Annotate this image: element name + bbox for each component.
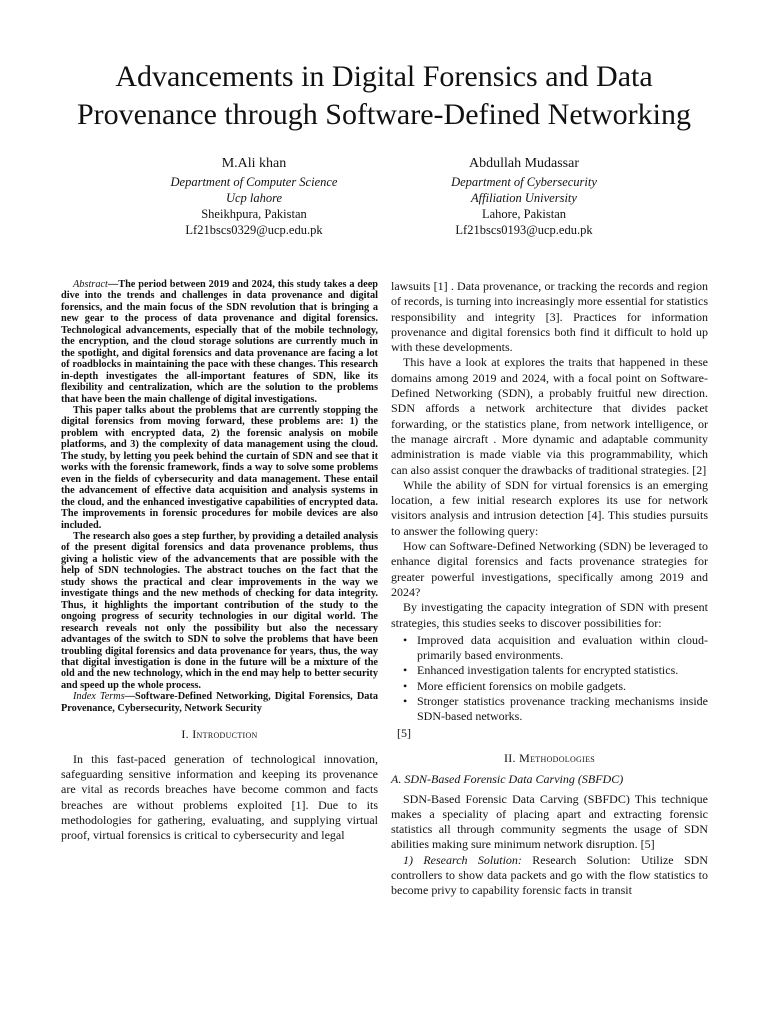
author-department: Department of Cybersecurity xyxy=(451,175,597,189)
body-paragraph: This have a look at explores the traits that happened in these domains among 2019 and 2024, with a focal point on Software-Defined Networking (SDN), a probably fruitful new direction. SDN affords a network architecture that divides packet forwarding, or the statistics plane, from network intelligence, or the manage aircraft . More dynamic and adaptable community administration is made viable via this programmability, which can also assist conquer the drawbacks of traditional strategies. [2] xyxy=(391,355,708,477)
author-organization: Affiliation University xyxy=(471,191,577,205)
paper-title xyxy=(40,58,728,134)
abstract-text-1: —The period between 2019 and 2024, this study takes a deep dive into the trends and challenges in data provenance and digital forensics, and the main focus of the SDN revolution that is bringing a new gear to the process of data provenance and digital forensics. Technological advancements, especially that of the mobile technology, the encryption, and the cloud storage solutions are currently much in the spotlight, and digital forensics and data provenance are facing a lot of roadblocks in maintaining the pace with these changes. This research in-depth investigates the all-important features of SDN, like its flexibility and centralization, which are the solution to the problems that have been the main challenge of digital investigations. xyxy=(61,279,378,405)
subsection-heading: A. SDN-Based Forensic Data Carving (SBFDC) xyxy=(391,772,624,787)
list-item: • Improved data acquisition and evaluation within cloud-primarily based environments. xyxy=(417,633,708,664)
bullet-list xyxy=(391,633,708,725)
title-line-2: Provenance through Software-Defined Networking xyxy=(77,98,691,131)
list-item: • More efficient forensics on mobile gadgets. xyxy=(417,679,708,694)
index-terms-text: —Software-Defined Networking, Digital Forensics, Data Provenance, Cybersecurity, Network Security xyxy=(61,691,378,714)
research-solution-paragraph xyxy=(391,853,708,899)
index-terms xyxy=(61,691,378,714)
section-heading-methodologies: II. Methodologies xyxy=(503,750,596,765)
research-solution-text: Research Solution: Utilize SDN controllers to show data packets and go with the flow statistics to become privy to capability forensic facts in transit xyxy=(391,852,708,898)
author-department: Department of Computer Science xyxy=(170,175,338,189)
author-email: Lf21bscs0193@ucp.edu.pk xyxy=(455,223,593,237)
section-heading-introduction: I. Introduction xyxy=(181,727,258,742)
author-name: Abdullah Mudassar xyxy=(468,156,580,171)
left-column xyxy=(61,279,378,843)
body-paragraph: By investigating the capacity integration of SDN with present strategies, this studies seeks to discover possibilities for: xyxy=(391,600,708,630)
abstract-paragraph-2: This paper talks about the problems that are currently stopping the digital forensics from moving forward, these problems are: 1) the problem with encrypted data, 2) the forensic analysis on mobile platforms, and 3) the complexity of data management using the cloud. The study, by letting you peek behind the curtain of SDN and see that it works with the forensic framework, finds a way to solve some problems even in the fields of cybersecurity and data management. These entail the advancement of effective data acquisition and analysis systems in the cloud, and the enhanced investigative capabilities of encrypted data. The improvements in forensic procedures for mobile devices are also included. xyxy=(61,404,378,531)
subsubsection-label: 1) Research Solution: xyxy=(403,852,522,867)
right-column xyxy=(391,279,708,899)
author-name: M.Ali khan xyxy=(221,156,287,171)
body-paragraph: SDN-Based Forensic Data Carving (SBFDC) This technique makes a speciality of placing apart and extracting forensic statistics all through community segments the usage of SDN abilities making sure minimum network disruption. [5] xyxy=(391,791,708,852)
abstract-label: Abstract xyxy=(73,279,108,290)
research-question: How can Software-Defined Networking (SDN) be leveraged to enhance digital forensics and facts provenance strategies for greater powerful investigations, specifically among 2019 and 2024? xyxy=(391,539,708,599)
title-line-1: Advancements in Digital Forensics and Data xyxy=(115,60,653,93)
author-block-1 xyxy=(104,154,404,238)
introduction-body xyxy=(61,752,378,844)
author-email: Lf21bscs0329@ucp.edu.pk xyxy=(185,223,323,237)
abstract-paragraph-1 xyxy=(61,279,378,405)
citation-reference: [5] xyxy=(397,725,411,740)
author-location: Sheikhpura, Pakistan xyxy=(201,207,307,221)
list-item: • Enhanced investigation talents for encrypted statistics. xyxy=(417,663,708,678)
body-paragraph: While the ability of SDN for virtual forensics is an emerging location, a few initial research explores its use for network visitors analysis and intrusion detection [4]. This studies pursuits to answer the following query: xyxy=(391,477,708,538)
introduction-paragraph-1: In this fast-paced generation of technological innovation, safeguarding sensitive information and keeping its provenance are vital as records breaches have become common and facts breaches are without problems exploited [1]. Due to its methodologies for gathering, evaluating, and supplying virtual proof, virtual forensics is critical to cybersecurity and legal xyxy=(61,751,378,843)
body-paragraph-continued: lawsuits [1] . Data provenance, or tracking the records and region of records, is turning into increasingly more essential for statistics responsibility and integrity [3]. Practices for information provenance and digital forensics both find it difficult to hold up with these developments. xyxy=(391,279,708,355)
list-item: • Stronger statistics provenance tracking mechanisms inside SDN-based networks. xyxy=(417,694,708,725)
author-location: Lahore, Pakistan xyxy=(481,207,566,221)
author-block-2 xyxy=(374,154,674,238)
abstract-paragraph-3: The research also goes a step further, by providing a detailed analysis of the present digital forensics and data provenance problems, thus giving a holistic view of the advancements that are possible with the help of SDN technologies. The abstract touches on the fact that the study shows the practical and clear improvements in the way we investigate things and the new methods of checking for data integrity. Thus, it highlights the important contribution of the study to the ongoing progress of security technologies in our digital world. The research reveals not only the possibility but also the necessary advantages of the switch to SDN to solve the problems that have been troubling digital forensics and data provenance for years, thus, the way that digital investigation is done in the future will be a mixture of the old and the new technology, which in the end may help to better security and speed up the whole process. xyxy=(61,530,378,691)
abstract xyxy=(61,279,378,714)
index-terms-label: Index Terms xyxy=(73,691,125,703)
author-organization: Ucp lahore xyxy=(225,191,283,205)
